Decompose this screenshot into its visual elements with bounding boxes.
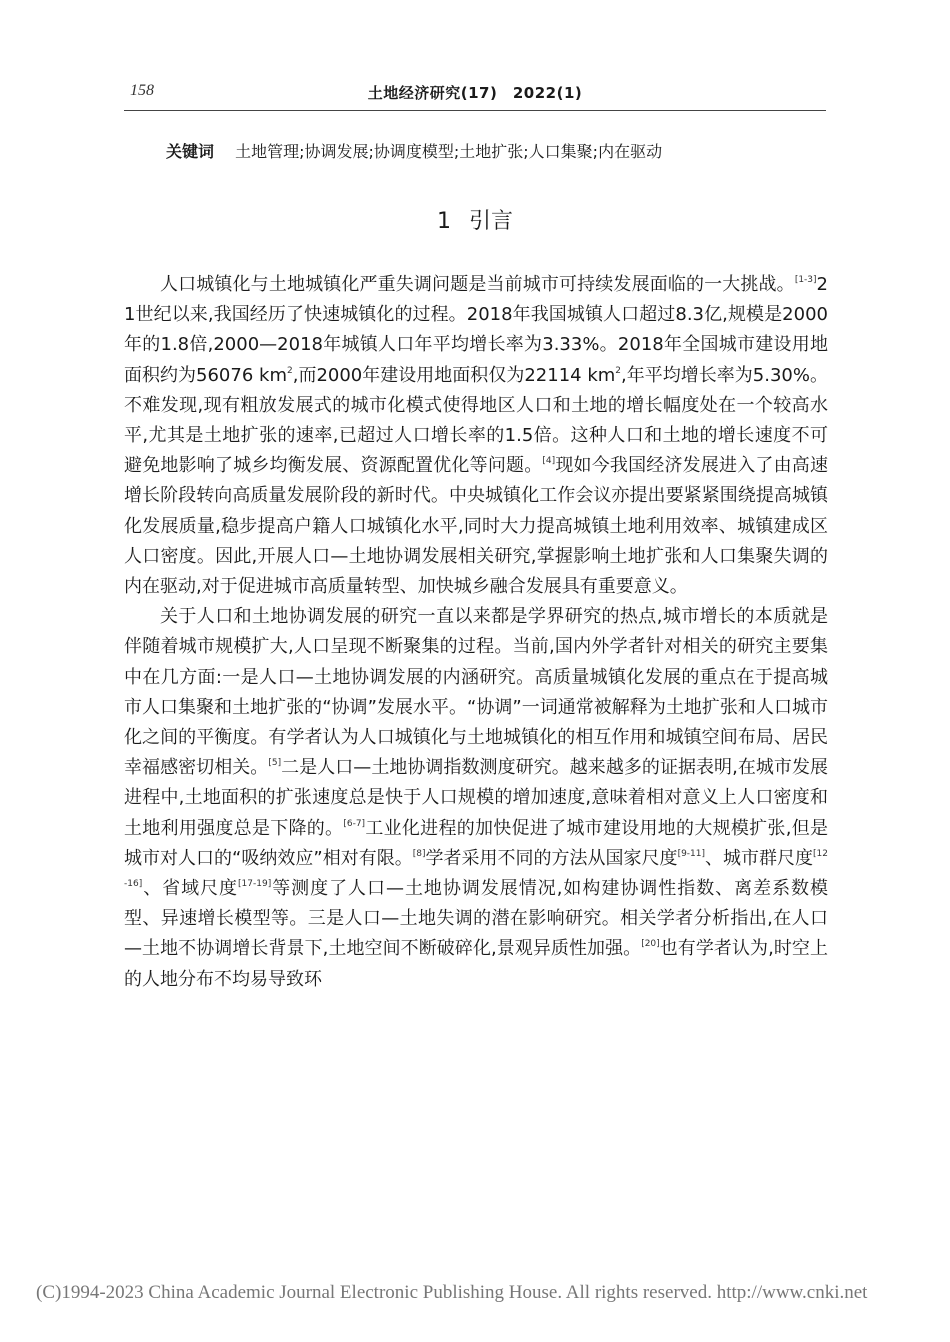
citation-sup: [9-11] (677, 848, 706, 859)
citation-sup: [4] (542, 456, 556, 467)
body-text (124, 270, 828, 995)
section-number: 1 (436, 209, 451, 234)
paragraph (124, 602, 828, 995)
text-run: 现如今我国经济发展进入了由高速增长阶段转向高质量发展阶段的新时代。中央城镇化工作会议亦提出要紧紧围绕提高城镇化发展质量,稳步提高户籍人口城镇化水平,同时大力提高城镇土地利用效率、城镇建成区人口密度。因此,开展人口—土地协调发展相关研究,掌握影响土地扩张和人口集聚失调的内在驱动,对于促进城市高质量转型、加快城乡融合发展具有重要意义。 (124, 455, 829, 598)
text-run: 学者采用不同的方法从国家尺度 (425, 847, 678, 869)
text-run: 工业化进程的加快促进了城市建设用地的大规模扩张,但是城市对人口的“吸纳效应”相对有限。 (124, 817, 828, 869)
text-run: 人口城镇化与土地城镇化严重失调问题是当前城市可持续发展面临的一大挑战。 (160, 274, 795, 295)
text-run: 21世纪以来,我国经历了快速城镇化的过程。2018年我国城镇人口超过8.3亿,规模是2000年的1.8倍,2000—2018年城镇人口年平均增长率为3.33%。2018年全国城市建设用地面积约为56076 km (124, 274, 828, 386)
citation-sup: 2 (615, 365, 622, 376)
paragraph (124, 270, 828, 602)
keywords-line (166, 139, 662, 162)
text-run: 二是人口—土地协调指数测度研究。越来越多的证据表明,在城市发展进程中,土地面积的扩张速度总是快于人口规模的增加速度,意味着相对意义上人口密度和土地利用强度总是下降的。 (124, 757, 829, 839)
keywords-label: 关键词 (166, 142, 215, 161)
citation-sup: [5] (268, 758, 282, 769)
journal-title: 土地经济研究(17) 2022(1) (367, 84, 583, 102)
text-run: ,年平均增长率为5.30%。不难发现,现有粗放发展式的城市化模式使得地区人口和土地的增长幅度处在一个较高水平,尤其是土地扩张的速率,已超过人口增长率的1.5倍。这种人口和土地的增长速度不可避免地影响了城乡均衡发展、资源配置优化等问题。 (124, 364, 828, 477)
citation-sup: [20] (641, 939, 660, 950)
citation-sup: 2 (286, 365, 293, 376)
citation-sup: [6-7] (343, 818, 366, 829)
citation-sup: [1-3] (794, 275, 817, 285)
text-run: 、城市群尺度 (705, 847, 814, 869)
citation-sup: [17-19] (238, 879, 272, 890)
page-number: 158 (130, 82, 154, 99)
header-rule (124, 110, 826, 111)
section-heading (0, 204, 950, 235)
section-title: 引言 (468, 209, 513, 234)
citation-sup: [12-16] (124, 848, 829, 890)
text-run: 、省域尺度 (142, 878, 239, 900)
running-header (124, 76, 826, 112)
citation-sup: [8] (412, 848, 426, 859)
keywords-text: 土地管理;协调发展;协调度模型;土地扩张;人口集聚;内在驱动 (235, 142, 663, 161)
text-run: 关于人口和土地协调发展的研究一直以来都是学界研究的热点,城市增长的本质就是伴随着城市规模扩大,人口呈现不断聚集的过程。当前,国内外学者针对相关的研究主要集中在几方面:一是人口—土地协调发展的内涵研究。高质量城镇化发展的重点在于提高城市人口集聚和土地扩张的“协调”发展水平。“协调”一词通常被解释为土地扩张和人口城市化之间的平衡度。有学者认为人口城镇化与土地城镇化的相互作用和城镇空间布局、居民幸福感密切相关。 (124, 606, 828, 779)
text-run: 等测度了人口—土地协调发展情况,如构建协调性指数、离差系数模型、异速增长模型等。三是人口—土地失调的潜在影响研究。相关学者分析指出,在人口—土地不协调增长背景下,土地空间不断破碎化,景观异质性加强。 (124, 878, 828, 960)
text-run: 也有学者认为,时空上的人地分布不均易导致环 (124, 938, 828, 990)
text-run: ,而2000年建设用地面积仅为22114 km (292, 364, 616, 386)
copyright-footer: (C)1994-2023 China Academic Journal Electronic Publishing House. All rights reserved. http://www.cnki.net (36, 1282, 868, 1303)
